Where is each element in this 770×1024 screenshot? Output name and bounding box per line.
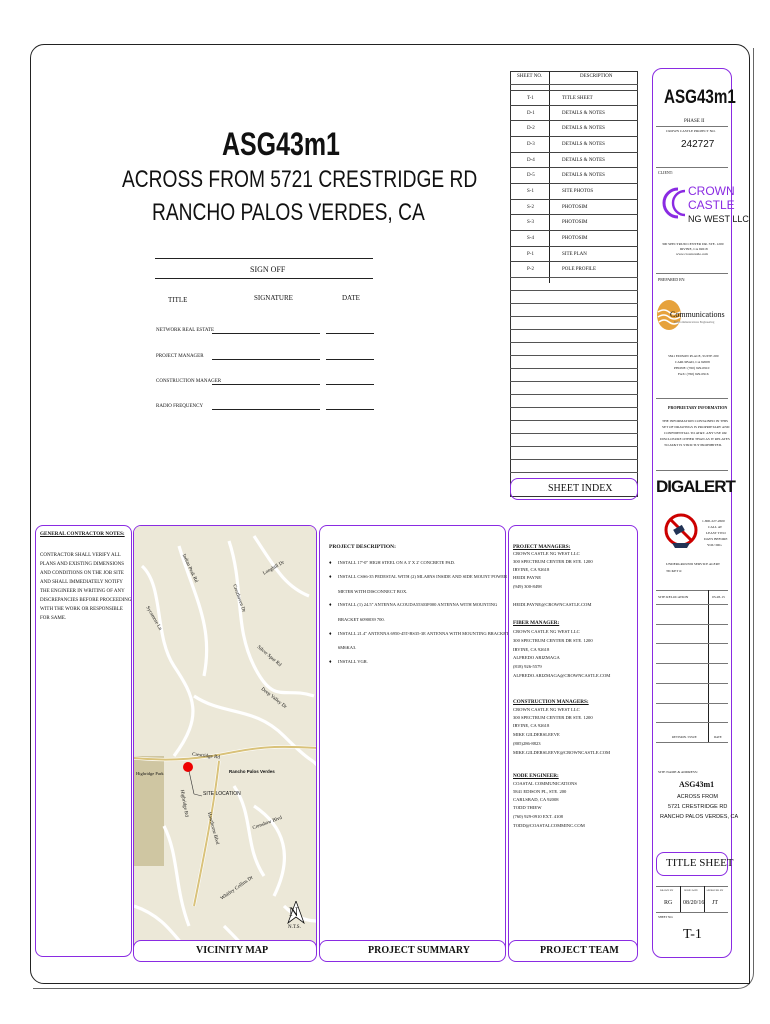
project-description-bullet: ♦ xyxy=(329,603,332,608)
team-line: 300 SPECTRUM CENTER DR STE. 1200 xyxy=(513,715,593,720)
title-block-site-id: ASG43m1 xyxy=(664,87,736,108)
issue-date-label: ISSUE DATE xyxy=(684,889,698,892)
project-description-item: INSTALL VGR. xyxy=(338,659,368,664)
project-description-heading: PROJECT DESCRIPTION: xyxy=(329,544,396,550)
sheet-index-empty-row xyxy=(510,355,638,356)
team-line: IRVINE, CA 92618 xyxy=(513,723,550,728)
general-notes-line: PLANS AND EXISTING DIMENSIONS xyxy=(40,562,125,567)
team-line: (949) 300-8498 xyxy=(513,584,542,589)
logo-sub-text: NG WEST LLC xyxy=(688,214,749,224)
sheet-index-row[interactable] xyxy=(510,230,638,245)
team-line: CARLSBAD, CA 92008 xyxy=(513,797,559,802)
team-line: ALFREDO.ARIZMAGA@CROWNCASTLE.COM xyxy=(513,673,611,678)
team-heading: CONSTRUCTION MANAGERS: xyxy=(513,699,589,705)
sheet-index-row[interactable] xyxy=(510,183,638,198)
sheet-index-row[interactable] xyxy=(510,105,638,120)
signoff-row-label: NETWORK REAL ESTATE xyxy=(156,328,215,333)
signoff-rule xyxy=(155,278,373,279)
team-line: CROWN CASTLE NG WEST LLC xyxy=(513,707,580,712)
sheet-desc: DETAILS & NOTES xyxy=(562,111,605,116)
signoff-col-date: DATE xyxy=(342,294,360,302)
title-block-rule xyxy=(656,273,728,274)
signoff-row-label: RADIO FREQUENCY xyxy=(156,404,204,409)
team-line: CROWN CASTLE NG WEST LLC xyxy=(513,629,580,634)
map-street-label: Crenshaw Blvd xyxy=(252,815,283,832)
sheet-index-row[interactable] xyxy=(510,199,638,214)
preparer-tagline: Telecommunications Engineering xyxy=(674,320,715,324)
sheet-index-row[interactable] xyxy=(510,136,638,151)
sheet-index-empty-row xyxy=(510,342,638,343)
title-block-rule xyxy=(656,126,728,127)
revision-row-rule xyxy=(656,703,728,704)
team-line: MIKE.GILDERSLEEVE@CROWNCASTLE.COM xyxy=(513,750,611,755)
team-line: MIKE GILDERSLEEVE xyxy=(513,732,560,737)
sheet-no: S-1 xyxy=(527,189,534,194)
north-label: N xyxy=(289,904,299,919)
sheet-number: T-1 xyxy=(683,927,702,942)
coastal-logo xyxy=(656,298,728,332)
general-notes-line: AND SHALL IMMEDIATELY NOTIFY xyxy=(40,580,123,585)
team-line: 300 SPECTRUM CENTER DR STE. 1200 xyxy=(513,559,593,564)
revision-row-rule xyxy=(656,722,728,723)
digalert-text: LEAST TWO xyxy=(706,531,726,535)
sheet-index-row[interactable] xyxy=(510,90,638,105)
team-line: TODD@COASTALCOMMINC.COM xyxy=(513,823,585,828)
sheet-desc: DETAILS & NOTES xyxy=(562,142,605,147)
revision-row-rule xyxy=(656,643,728,644)
project-description-item: 6M6KA3. xyxy=(338,645,357,650)
general-notes-line: CONTRACTOR SHALL VERIFY ALL xyxy=(40,553,121,558)
team-line: TODD THIEW xyxy=(513,805,542,810)
title-block-rule xyxy=(656,912,728,913)
general-notes-line: DISCREPANCIES BEFORE PROCEEDING xyxy=(40,598,132,603)
digalert-text: CALL AT xyxy=(708,525,722,529)
preparer-phone: PHONE: (760) 929-0910 xyxy=(674,366,710,370)
title-block-divider xyxy=(704,886,705,912)
sheet-index-empty-row xyxy=(510,472,638,473)
sheet-no: S-2 xyxy=(527,205,534,210)
sheet-desc: POLE PROFILE xyxy=(562,267,597,272)
date-line[interactable] xyxy=(326,333,374,334)
sheet-title: TITLE SHEET xyxy=(666,857,734,869)
sheet-desc: DETAILS & NOTES xyxy=(562,158,605,163)
sheet-no: P-2 xyxy=(527,267,534,272)
map-street-label: Highridge Park xyxy=(136,771,164,776)
proprietary-text: DISCLOSURE OTHER THAN AS IT RELATES xyxy=(660,437,730,441)
signoff-col-title: TITLE xyxy=(168,296,188,304)
sheet-index-row[interactable] xyxy=(510,261,638,276)
proprietary-text: TO AT&T IS STRICTLY PROHIBITED. xyxy=(664,443,723,447)
date-line[interactable] xyxy=(326,409,374,410)
proprietary-text: CONFIDENTIAL TO AT&T. ANY USE OR xyxy=(664,431,727,435)
sheet-no: D-3 xyxy=(527,142,535,147)
preparer-name: Communications xyxy=(670,310,725,319)
block-address: RANCHO PALOS VERDES, CA xyxy=(660,814,739,820)
general-notes-line: WITH THE WORK OR RESPONSIBLE xyxy=(40,607,123,612)
team-line: (760) 929-0910 EXT. 4108 xyxy=(513,814,563,819)
sheet-desc: DETAILS & NOTES xyxy=(562,126,605,131)
sheet-index-empty-row xyxy=(510,316,638,317)
signoff-row-label: CONSTRUCTION MANAGER xyxy=(156,379,222,384)
sheet-no: T-1 xyxy=(527,96,534,101)
map-street-label: Hawthorne Blvd xyxy=(205,811,220,846)
team-line: COASTAL COMMUNICATIONS xyxy=(513,781,577,786)
sheet-index-empty-row xyxy=(510,459,638,460)
client-address: IRVINE, CA 92618 xyxy=(680,247,708,251)
map-street-label: Longhill Dr xyxy=(262,560,286,577)
site-location-label: SITE LOCATION xyxy=(203,791,241,797)
sheet-index-label: SHEET INDEX xyxy=(548,483,613,494)
site-location-marker[interactable] xyxy=(183,762,193,772)
map-street-label: Crestridge Rd xyxy=(191,752,221,761)
date-line[interactable] xyxy=(326,384,374,385)
revision-row-rule xyxy=(656,624,728,625)
sheet-desc: SITE PLAN xyxy=(562,252,587,257)
project-description-item: INSTALL (1) 24.5" ANTENNA ACOUDA55303F000 ANTENNA WITH MOUNTING xyxy=(338,602,498,607)
general-notes-line: AND CONDITIONS ON THE JOB SITE xyxy=(40,571,124,576)
title-block-rule xyxy=(656,886,728,887)
proprietary-title: PROPRIETARY INFORMATION xyxy=(668,405,728,410)
map-street-label: Whitley Collins Dr xyxy=(220,875,255,902)
team-line: IRVINE, CA 92618 xyxy=(513,647,550,652)
sheet-desc: DETAILS & NOTES xyxy=(562,173,605,178)
site-name-label: SITE NAME & ADDRESS: xyxy=(658,770,698,774)
usa-text: UNDERGROUND SERVICE ALERT xyxy=(666,562,720,566)
map-street-label: Sycamore Ln xyxy=(144,605,163,632)
revision-col-header: REVISION / ISSUE xyxy=(672,735,697,739)
signature-line[interactable] xyxy=(212,333,320,334)
client-web: www.crowncastle.com xyxy=(676,252,708,256)
sheet-index-empty-row xyxy=(510,368,638,369)
title-block-rule xyxy=(656,590,728,591)
sheet-index-row[interactable] xyxy=(510,152,638,167)
sheet-desc: PHOTOSIM xyxy=(562,205,588,210)
general-notes-line: THE ENGINEER IN WRITING OF ANY xyxy=(40,589,125,594)
project-description-item: INSTALL CSS6-35 PEDESTAL WITH (2) MLA8NS INSIDE AND SIDE MOUNT POWER xyxy=(338,574,508,579)
team-line: HEIDI PAYNE xyxy=(513,575,542,580)
team-line: (805)286-8823 xyxy=(513,741,541,746)
site-id-title: ASG43m1 xyxy=(222,126,340,162)
sheet-index-empty-row xyxy=(510,290,638,291)
block-address: 5721 CRESTRIDGE RD xyxy=(668,804,728,810)
signature-line[interactable] xyxy=(212,384,320,385)
vicinity-map-box xyxy=(133,525,317,957)
date-line[interactable] xyxy=(326,359,374,360)
revision-description: SITE RELOCATION xyxy=(658,595,689,599)
signature-line[interactable] xyxy=(212,409,320,410)
sheet-index-empty-row xyxy=(510,433,638,434)
sheet-index-header-rule xyxy=(510,84,638,85)
sheet-index-empty-row xyxy=(510,277,638,278)
team-line: ALFREDO ARIZMAGA xyxy=(513,655,560,660)
sheet-desc: PHOTOSIM xyxy=(562,236,588,241)
team-line: 300 SPECTRUM CENTER DR STE. 1200 xyxy=(513,638,593,643)
digalert-text: DAYS BEFORE xyxy=(704,537,728,541)
team-line: CROWN CASTLE NG WEST LLC xyxy=(513,551,580,556)
revision-row-rule xyxy=(656,663,728,664)
sheet-no-label: SHEET NO. xyxy=(658,915,674,919)
project-summary-label: PROJECT SUMMARY xyxy=(368,945,470,956)
project-description-item: INSTALL 17'-0" HIGH STEEL ON A 3' X 2' CONCRETE PAD. xyxy=(338,560,456,565)
revision-date: 03-28-15 xyxy=(712,595,725,599)
sheet-no: S-3 xyxy=(527,220,534,225)
phase-label: PHASE II xyxy=(684,119,705,124)
preparer-fax: FAX: (760) 929-0916 xyxy=(678,372,709,376)
project-number: 242727 xyxy=(681,139,715,150)
sheet-index-empty-row xyxy=(510,381,638,382)
sheet-no: D-1 xyxy=(527,111,535,116)
map-street-label: Indian Peak Rd xyxy=(180,553,199,584)
block-address: ACROSS FROM xyxy=(677,794,718,800)
revision-row-rule xyxy=(656,604,728,605)
title-block-divider xyxy=(680,886,681,912)
sheet-no: D-5 xyxy=(527,173,535,178)
sheet-index-row[interactable] xyxy=(510,246,638,261)
logo-crown-text: CROWN xyxy=(688,184,735,198)
team-line: HEIDI.PAYNE@CROWNCASTLE.COM xyxy=(513,602,592,607)
sheet-index-empty-row xyxy=(510,446,638,447)
sheet-index-empty-row xyxy=(510,407,638,408)
title-block-rule xyxy=(656,470,728,471)
preparer-address: CARLSBAD, CA 92008 xyxy=(675,360,710,364)
no-dig-icon xyxy=(662,500,700,565)
map-street-label: Highridge Rd xyxy=(178,789,189,818)
sheet-no: S-4 xyxy=(527,236,534,241)
team-line: IRVINE, CA 92618 xyxy=(513,567,550,572)
sheet-index-empty-row xyxy=(510,303,638,304)
map-street-label: Cresthaven Dr xyxy=(231,584,246,613)
sheet-desc: SITE PHOTOS xyxy=(562,189,594,194)
approved-by-label: APPROVED BY xyxy=(706,889,724,892)
crown-castle-logo xyxy=(658,180,749,228)
drawn-by-value: RG xyxy=(664,900,673,906)
project-team-label: PROJECT TEAM xyxy=(540,945,619,956)
team-line: (818) 926-5579 xyxy=(513,664,542,669)
digalert-logo: DIGALERT xyxy=(656,477,735,496)
issue-date-value: 08/20/16 xyxy=(683,900,705,906)
site-address-line2: RANCHO PALOS VERDES, CA xyxy=(152,199,425,226)
general-notes-line: FOR SAME. xyxy=(40,616,67,621)
project-description-item: BRACKET 6090039 700. xyxy=(338,617,385,622)
prepared-by-label: PREPARED BY: xyxy=(658,277,686,282)
general-notes-heading: GENERAL CONTRACTOR NOTES: xyxy=(40,531,125,537)
block-site-id: ASG43m1 xyxy=(679,780,715,789)
title-block-rule xyxy=(656,742,728,743)
revision-col-header: DATE xyxy=(714,735,722,739)
project-description-item: METER WITH DISCONNECT BOX. xyxy=(338,589,408,594)
team-heading: NODE ENGINEER: xyxy=(513,773,559,779)
sheet-index-row[interactable] xyxy=(510,120,638,135)
project-description-bullet: ♦ xyxy=(329,632,332,637)
signoff-col-signature: SIGNATURE xyxy=(254,294,293,302)
project-description-bullet: ♦ xyxy=(329,575,332,580)
team-heading: FIBER MANAGER: xyxy=(513,620,560,626)
signoff-title: SIGN OFF xyxy=(250,265,286,274)
digalert-text: 1-800-227-2600 xyxy=(702,519,725,523)
sheet-index-empty-row xyxy=(510,394,638,395)
project-no-label: CROWN CASTLE PROJECT NO. xyxy=(666,129,716,133)
sheet-index-row[interactable] xyxy=(510,214,638,229)
digalert-text: YOU DIG xyxy=(707,543,722,547)
project-description-bullet: ♦ xyxy=(329,660,332,665)
project-description-item: INSTALL 21.4" ANTENNA 6950-45T-BS35-3E ANTENNA WITH MOUNTING BRACKET xyxy=(338,631,509,636)
sheet-index-header-no: SHEET NO. xyxy=(517,74,543,79)
signoff-top-rule xyxy=(155,258,373,259)
revision-divider xyxy=(708,590,709,742)
team-heading: PROJECT MANAGERS: xyxy=(513,544,571,550)
client-address: 300 SPECTRUM CENTER DR. STE. 1200 xyxy=(662,242,724,246)
site-address-line1: ACROSS FROM 5721 CRESTRIDGE RD xyxy=(122,166,478,193)
logo-castle-text: CASTLE xyxy=(688,198,735,212)
sheet-no: D-4 xyxy=(527,158,535,163)
project-description-bullet: ♦ xyxy=(329,561,332,566)
drawn-by-label: DRAWN BY xyxy=(660,889,674,892)
sheet-index-row[interactable] xyxy=(510,167,638,182)
map-street-label: Rancho Palos Verdes xyxy=(229,769,275,774)
approved-by-value: JT xyxy=(712,900,718,906)
signoff-row-label: PROJECT MANAGER xyxy=(156,354,204,359)
sheet-desc: TITLE SHEET xyxy=(562,96,593,101)
vicinity-map-label: VICINITY MAP xyxy=(196,945,269,956)
revision-row-rule xyxy=(656,683,728,684)
title-block-rule xyxy=(656,167,728,168)
sheet-index-header-desc: DESCRIPTION xyxy=(580,74,613,79)
signature-line[interactable] xyxy=(212,359,320,360)
team-line: 5841 EDISON PL, STE. 200 xyxy=(513,789,567,794)
client-label: CLIENT: xyxy=(658,170,674,175)
sheet-no: P-1 xyxy=(527,252,534,257)
sheet-no: D-2 xyxy=(527,126,535,131)
preparer-address: 5841 EDISON PLACE, SUITE 200 xyxy=(668,354,719,358)
proprietary-text: THE INFORMATION CONTAINED IN THIS xyxy=(662,419,728,423)
usa-ticket: TICKET #: xyxy=(666,569,682,573)
nts-label: N.T.S. xyxy=(288,925,301,930)
sheet-desc: PHOTOSIM xyxy=(562,220,588,225)
title-block-rule xyxy=(656,398,728,399)
map-street-label: Silver Spur Rd xyxy=(255,645,282,668)
sheet-index-empty-row xyxy=(510,420,638,421)
map-street-label: Deep Valley Dr xyxy=(259,686,288,711)
proprietary-text: SET OF DRAWINGS IS PROPRIETARY AND xyxy=(662,425,730,429)
sheet-index-empty-row xyxy=(510,329,638,330)
